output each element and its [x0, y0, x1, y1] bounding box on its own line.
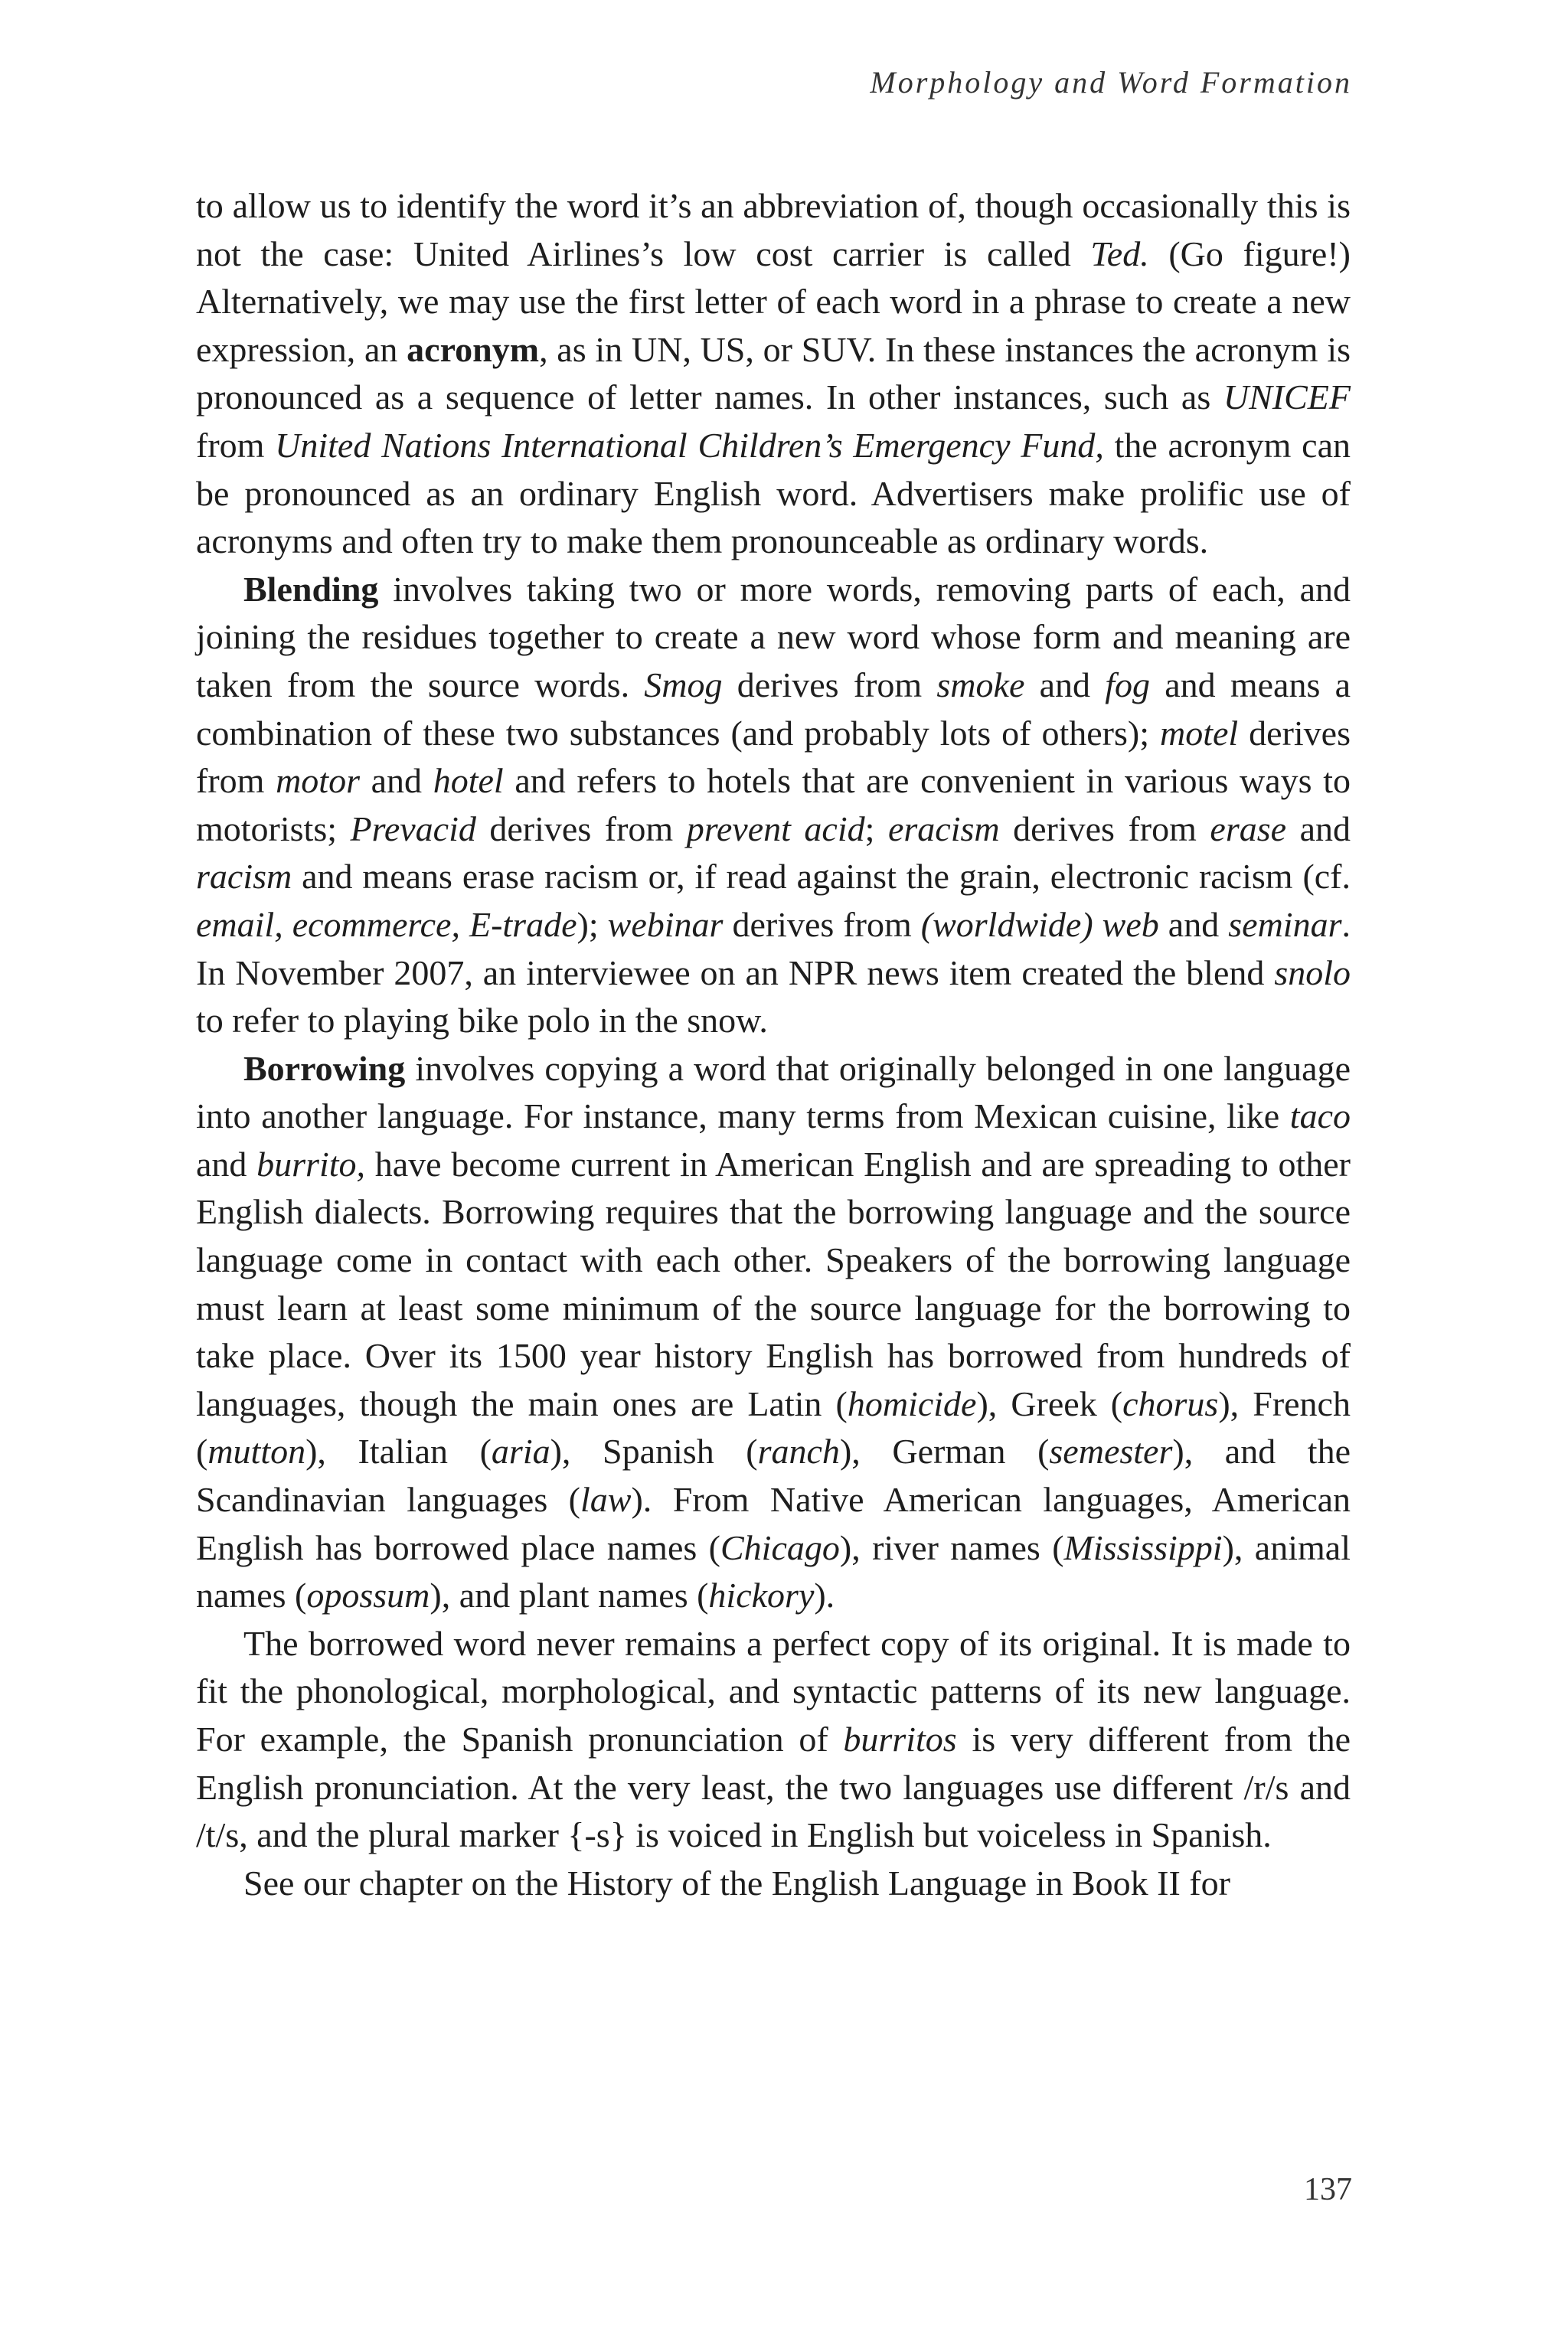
text-run: and refers to hotels that are convenient in various ways to motorists; [196, 761, 1351, 848]
text-run: ), Spanish ( [550, 1432, 758, 1472]
text-run: ), Italian ( [305, 1432, 492, 1472]
italic-term: seminar [1228, 904, 1342, 944]
text-run: derives from [196, 713, 1351, 801]
text-run: and means erase racism or, if read against the grain, electronic racism (cf. [292, 857, 1351, 897]
paragraph-borrowed-word-adaptation [196, 1620, 1351, 1860]
text-run: to allow us to identify the word it’s an abbreviation of, though occasionally this is not the case: United Airlines’s low cost carrier is called [196, 186, 1351, 273]
italic-term: motel [1159, 713, 1239, 753]
italic-term: Smog [644, 665, 723, 704]
italic-term: United Nations International Children’s Emergency Fund, [275, 425, 1104, 465]
italic-term: aria [491, 1432, 550, 1472]
page-number: 137 [1304, 2172, 1352, 2207]
italic-term: erase [1210, 808, 1287, 848]
italic-term: fog [1105, 665, 1150, 704]
italic-term: semester [1049, 1432, 1173, 1472]
text-run: and [1158, 904, 1229, 944]
italic-term: (worldwide) web [920, 904, 1159, 944]
text-run: ), and plant names ( [430, 1576, 709, 1615]
text-run: ). From Native American languages, American English has borrowed place names ( [196, 1480, 1351, 1567]
text-run: ), and the Scandinavian languages ( [196, 1432, 1351, 1520]
text-run: derives from [475, 808, 687, 848]
text-run: from [196, 425, 276, 465]
italic-term: motor [276, 761, 360, 801]
text-run: have become current in American English and are spreading to other English dialects. Borrowing requires that the borrowing language and the source language come in contact with each other. Speakers of the borrowing language must learn at least some minimum of the source language for the borrowing to take place. Over its 1500 year history English has borrowed from hundreds of languages, though the main ones are Latin ( [196, 1144, 1351, 1423]
text-run: ; [864, 808, 888, 848]
running-head: Morphology and Word Formation [870, 65, 1352, 100]
text-run: and [1286, 808, 1351, 848]
text-run: derives from [723, 904, 921, 944]
text-run: is very different from the English pronunciation. At the very least, the two languages use different /r/s and /t/s, and the plural marker {-s} is voiced in English but voiceless in Spanish. [196, 1720, 1351, 1855]
italic-term: Mississippi [1063, 1527, 1223, 1567]
text-run: ); [577, 904, 608, 944]
paragraph-blending [196, 566, 1351, 1045]
bold-term: Blending [243, 569, 379, 609]
text-run: ). [814, 1576, 835, 1615]
text-run: derives from [999, 808, 1210, 848]
italic-term: Prevacid [350, 808, 476, 848]
bold-term: Borrowing [243, 1048, 406, 1088]
text-run: (Go figure!) Alternatively, we may use the first letter of each word in a phrase to create a new expression, an [196, 234, 1351, 369]
text-run: See our chapter on the History of the English Language in Book II for [243, 1863, 1230, 1903]
text-run: and means a combination of these two substances (and probably lots of others); [196, 665, 1351, 753]
paragraph-see-chapter [196, 1860, 1351, 1908]
italic-term: taco [1289, 1096, 1351, 1136]
italic-term: mutton [207, 1432, 306, 1472]
italic-term: law [580, 1480, 632, 1520]
text-run: . In November 2007, an interviewee on an NPR news item created the blend [196, 904, 1351, 992]
text-run: involves copying a word that originally belonged in one language into another language. For instance, many terms from Mexican cuisine, like [196, 1048, 1351, 1136]
italic-term: UNICEF [1223, 377, 1351, 417]
text-run: The borrowed word never remains a perfect copy of its original. It is made to fit the phonological, morphological, and syntactic patterns of its new language. For example, the Spanish pronunciation of [196, 1623, 1351, 1759]
italic-term: ranch [757, 1432, 840, 1472]
italic-term: burritos [843, 1720, 957, 1759]
body-text [196, 182, 1351, 1907]
italic-term: burrito, [256, 1144, 366, 1184]
paragraph-acronyms [196, 182, 1351, 566]
italic-term: Chicago [720, 1527, 840, 1567]
text-run: and [1024, 665, 1106, 704]
bold-term: acronym [407, 329, 540, 369]
text-run: ), Greek ( [976, 1383, 1123, 1423]
text-run: and [359, 761, 433, 801]
italic-term: homicide [847, 1383, 977, 1423]
italic-term: email, ecommerce, E-trade [196, 904, 577, 944]
italic-term: prevent acid [686, 808, 865, 848]
text-run: ), river names ( [839, 1527, 1064, 1567]
italic-term: Ted. [1090, 234, 1149, 273]
italic-term: racism [196, 857, 292, 897]
text-run: ), French ( [196, 1383, 1351, 1472]
text-run: and [196, 1144, 257, 1184]
text-run: ), German ( [839, 1432, 1050, 1472]
text-run: , as in UN, US, or SUV. In these instances the acronym is pronounced as a sequence of letter names. In other instances, such as [196, 329, 1351, 417]
italic-term: hotel [433, 761, 504, 801]
text-run: the acronym can be pronounced as an ordinary English word. Advertisers make prolific use of acronyms and often try to make them pronounceable as ordinary words. [196, 425, 1351, 561]
italic-term: smoke [936, 665, 1025, 704]
text-run: to refer to playing bike polo in the snow. [196, 1001, 768, 1040]
italic-term: opossum [306, 1576, 430, 1615]
italic-term: hickory [708, 1576, 815, 1615]
text-run: derives from [722, 665, 937, 704]
paragraph-borrowing [196, 1045, 1351, 1620]
italic-term: webinar [607, 904, 724, 944]
italic-term: eracism [887, 808, 1000, 848]
text-run: ), animal names ( [196, 1527, 1351, 1615]
text-run: involves taking two or more words, removing parts of each, and joining the residues together to create a new word whose form and meaning are taken from the source words. [196, 569, 1351, 704]
italic-term: chorus [1122, 1383, 1219, 1423]
italic-term: snolo [1274, 952, 1351, 992]
